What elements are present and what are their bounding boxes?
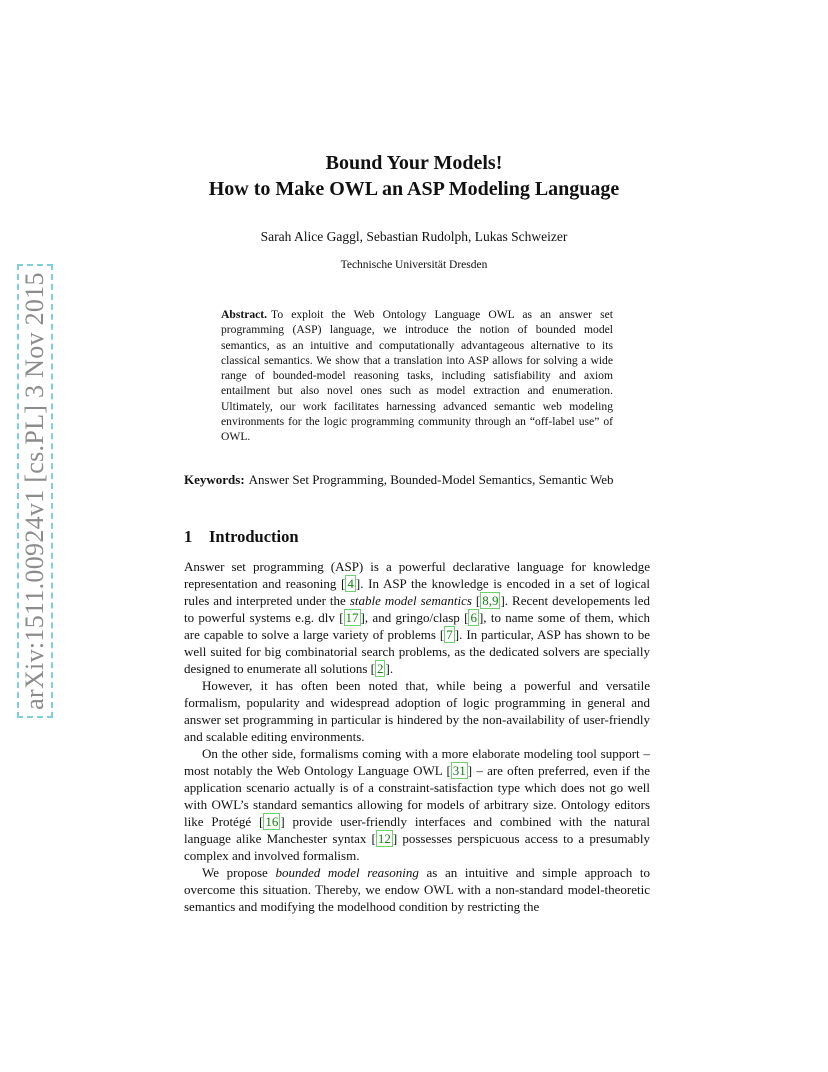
arxiv-identifier: arXiv:1511.00924v1 [cs.PL] 3 Nov 2015: [20, 272, 49, 710]
citation-link[interactable]: 17: [345, 610, 359, 625]
emphasis: stable model semantics: [349, 593, 472, 608]
citation-link[interactable]: 2: [376, 661, 384, 676]
text-run: On the other side, formalisms coming with a more elaborate modeling tool support – most notably the Web Ontology Language OWL [: [184, 746, 650, 778]
text-run: ] possesses perspicuous access to a presumably complex and involved formalism.: [184, 831, 650, 863]
text-run: [: [471, 593, 481, 608]
text-run: ], and gringo/clasp [: [360, 610, 469, 625]
text-run: ] provide user-friendly interfaces and combined with the natural language alike Manchester syntax [: [184, 814, 650, 846]
citation-link[interactable]: 8,9: [482, 593, 499, 608]
text-run: ]. In particular, ASP has shown to be well suited for big combinatorial search problems, as the dedicated solvers are specially designed to enumerate all solutions [: [184, 627, 651, 676]
paper-title-line-1: Bound Your Models!: [325, 152, 503, 174]
authors: Sarah Alice Gaggl, Sebastian Rudolph, Lukas Schweizer: [260, 229, 568, 244]
affiliation: Technische Universität Dresden: [340, 259, 488, 271]
keywords-text: Answer Set Programming, Bounded-Model Semantics, Semantic Web: [248, 472, 614, 487]
citation-link[interactable]: 16: [265, 814, 279, 829]
body-text: [184, 558, 650, 915]
section-heading: [184, 527, 299, 547]
text-run: ] – are often preferred, even if the application scenario actually is of a constraint-satisfaction type which does not go well with OWL’s standard semantics allowing for models of arbitrary size. Ontology editors like Protégé [: [184, 763, 651, 829]
paragraph-2: However, it has often been noted that, while being a powerful and versatile formalism, popularity and widespread adoption of logic programming in general and answer set programming in particular is hindered by the non-availability of user-friendly and scalable editing environments.: [184, 678, 650, 744]
paragraph-3: [184, 745, 650, 864]
paragraph-4: [184, 864, 650, 915]
text-run: as an intuitive and simple approach to overcome this situation. Thereby, we endow OWL with a non-standard model-theoretic semantics and modifying the modelhood condition by restricting the: [184, 865, 650, 914]
paragraph-1: [184, 558, 650, 677]
emphasis: bounded model reasoning: [275, 865, 419, 880]
abstract: [221, 307, 613, 445]
text-run: Answer set programming (ASP) is a powerful declarative language for knowledge representation and reasoning [: [184, 559, 650, 591]
text-run: We propose: [202, 865, 276, 880]
text-run: ]. In ASP the knowledge is encoded in a set of logical rules and interpreted under the: [184, 576, 650, 608]
section-title: Introduction: [209, 527, 299, 546]
citation-link[interactable]: 31: [452, 763, 466, 778]
section-number: 1: [184, 527, 193, 546]
text-run: ], to name some of them, which are capable to solve a large variety of problems [: [184, 610, 650, 642]
keywords: [184, 471, 650, 488]
paper-title-line-2: How to Make OWL an ASP Modeling Language: [208, 178, 620, 200]
citation-link[interactable]: 6: [470, 610, 477, 625]
abstract-text: To exploit the Web Ontology Language OWL as an answer set programming (ASP) language, we introduce the notion of bounded model semantics, as an intuitive and computationally advantageous alternative to its classical semantics. We show that a translation into ASP allows for solving a wide range of bounded-model reasoning tasks, including satisfiability and axiom entailment but also novel ones such as model extraction and enumeration. Ultimately, our work facilitates harnessing advanced semantic web modeling environments for the logic programming community through an “off-label use” of OWL.: [221, 308, 613, 444]
citation-link[interactable]: 4: [347, 576, 354, 591]
keywords-label: Keywords:: [184, 472, 245, 487]
citation-link[interactable]: 7: [446, 627, 453, 642]
text-run: ].: [385, 661, 394, 676]
abstract-label: Abstract.: [221, 308, 268, 321]
citation-link[interactable]: 12: [377, 831, 391, 846]
text-run: ]. Recent developements led to powerful systems e.g. dlv [: [184, 593, 650, 625]
arxiv-stamp: [17, 264, 53, 718]
